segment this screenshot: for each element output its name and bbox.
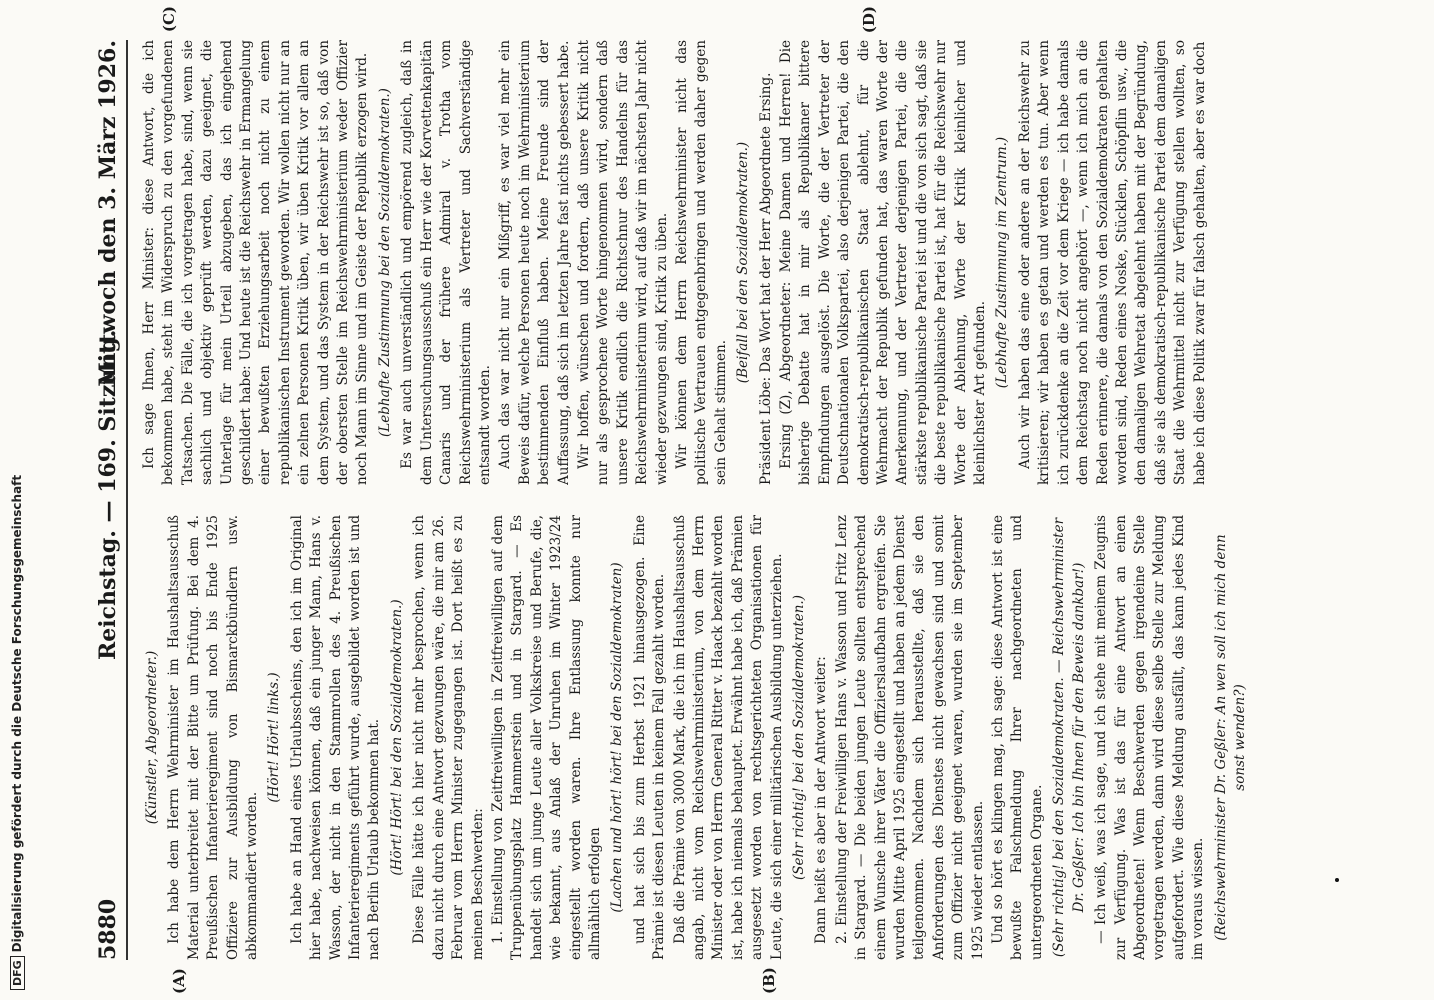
left-column — [140, 515, 1370, 960]
paragraph: Dann heißt es aber in der Antwort weiter: — [813, 656, 830, 944]
paragraph: 1. Einstellung von Zeitfreiwilligen in Zeitfreiwilligen auf dem Truppenübungsplatz Hammerstein und in Stargard. — Es handelt sich um junge Leute aller Volkskreise und Berufe, die, wie bekannt, aus Anlaß der Unruhen im Winter 1923/24 eingestellt worden waren. Ihre Entlassung konnte nur allmählich erfolgen — [489, 515, 603, 960]
paragraph: Es war auch unverständlich und empörend zugleich, daß in dem Untersuchungsausschuß ein Herr wie der Korvettenkapitän Canaris und der frühere Admiral v. Trotha vom Reichswehrministerium als Vertreter und Sachverständige entsandt worden. — [399, 40, 493, 485]
paragraph: Auch das war nicht nur ein Mißgriff, es war viel mehr ein Beweis dafür, welche Personen heute noch im Wehrministerium bestimmenden Einfluß haben. Meine Freunde sind der Auffassung, daß sich im letzten Jahre fast nichts gebessert habe. — [497, 40, 572, 485]
margin-marker-d: (D) — [860, 6, 878, 34]
paragraph: und hat sich bis zum Herbst 1921 hinausgezogen. Eine Prämie ist diesen Leuten in keinem Fall gezahlt worden. — [631, 515, 668, 960]
footer-credit — [10, 0, 25, 990]
stage-direction: (Beifall bei den Sozialdemokraten.) — [735, 141, 752, 384]
paragraph: Ersing (Z), Abgeordneter: Meine Damen und Herren! Die bisherige Debatte hat in mir als Republikaner bittere Empfindungen ausgelöst. Die Worte, die der Vertreter der Deutschnationalen Volkspartei, also derjenigen Partei, die den demokratisch-republikanischen Staat ablehnt, für die Wehrmacht der Republik gefunden hat, das waren Worte der Anerkennung, und der Vertreter derjenigen Partei, die die stärkste republikanische Partei ist und die von sich sagt, daß sie die beste republikanische Partei ist, hat für die Reichswehr nur Worte der Ablehnung, Worte der Kritik kleinlicher und kleinlichster Art gefunden. — [778, 40, 989, 485]
stage-direction: (Sehr richtig! bei den Sozialdemokraten. — Reichswehrminister Dr. Geßler: Ich bin Ihnen für den Beweis dankbar!) — [1051, 517, 1087, 958]
paragraph: Daß die Prämie von 3000 Mark, die ich im Haushaltsausschuß angab, nicht vom Reichswehrministerium, von dem Herrn Minister oder von Herrn General Ritter v. Haack bezahlt worden ist, habe ich niemals behauptet. Erwähnt habe ich, daß Prämien ausgesetzt worden von rechtsgerichteten Organisationen für Leute, die sich einer militärischen Ausbildung unterziehen. — [671, 515, 785, 960]
stage-direction: (Lebhafte Zustimmung im Zentrum.) — [994, 136, 1011, 389]
right-column — [140, 40, 1370, 485]
paragraph: Ich sage Ihnen, Herr Minister: diese Antwort, die ich bekommen habe, steht im Widerspruch zu den vorgefundenen Tatsachen. Die Fälle, die ich vorgetragen habe, sind, wenn sie sachlich und objektiv geprüft werden, dazu geeignet, die Unterlage für mein Urteil abzugeben, das ich eingehend geschildert habe: Und heute ist die Reichswehr in Ermangelung einer bewußten Erziehungsarbeit noch nicht zu einem republikanischen Instrument geworden. Wir wollen nicht nur an ein zelnen Personen Kritik üben, wir üben Kritik vor allem an dem System, und das System in der Reichswehr ist so, daß von der obersten Stelle im Reichswehrministerium weder Offizier noch Mann im Sinne und im Geiste der Republik erzogen wird. — [141, 40, 371, 485]
stage-direction: (Lebhafte Zustimmung bei den Sozialdemokraten.) — [376, 88, 393, 437]
page-number: 5880 — [95, 898, 121, 960]
paragraph: — Ich weiß, was ich sage, und ich stehe mit meinem Zeugnis zur Verfügung. Was ist das für eine Antwort an einen Abgeordneten! Wenn Beschwerden gegen irgendeine Stelle vorgetragen werden, dann wird diese selbe Stelle zur Meldung aufgefordert. Wie diese Meldung ausfällt, das kann jedes Kind im voraus wissen. — [1093, 515, 1207, 960]
header-date: Mittwoch den 3. März 1926. — [95, 40, 121, 387]
ink-dot — [1335, 878, 1339, 882]
paragraph: Diese Fälle hätte ich hier nicht mehr besprochen, wenn ich dazu nicht durch eine Antwort gezwungen wäre, die mir am 26. Februar vom Herrn Minister zugegangen ist. Dort heißt es zu meinen Beschwerden: — [411, 515, 486, 960]
stage-direction: (Hört! Hört! bei den Sozialdemokraten.) — [388, 599, 405, 876]
margin-marker-b: (B) — [760, 967, 778, 994]
stage-direction: (Sehr richtig! bei den Sozialdemokraten.) — [791, 595, 807, 881]
stage-direction: (Künstler, Abgeordneter.) — [144, 650, 160, 825]
paragraph: Wir hoffen, wünschen und fordern, daß unsere Kritik nicht nur als gesprochene Worte hingenommen wird, sondern daß unsere Kritik endlich die Richtschnur des Handelns für das Reichswehrministerium wird, auf daß wir im nächsten Jahr nicht wieder gezwungen sind, Kritik zu üben. — [575, 40, 670, 485]
stage-direction: (Hört! Hört! links.) — [266, 672, 283, 803]
paragraph: Wir können dem Herrn Reichswehrminister nicht das politische Vertrauen entgegenbringen und werden daher gegen sein Gehalt stimmen. — [673, 40, 729, 485]
margin-marker-c: (C) — [160, 6, 178, 33]
paragraph: Auch wir haben das eine oder andere an der Reichswehr zu kritisieren; wir haben es getan und werden es tun. Aber wenn ich zurückdenke an die Zeit vor dem Kriege — ich habe damals dem Reichstag noch nicht angehört —, wenn ich mich an die Reden erinnere, die damals von den Sozialdemokraten gehalten worden sind, Reden eines Noske, Stücklen, Schöpflin usw., die den damaligen Wehretat abgelehnt haben mit der Begründung, daß sie als demokratisch-republikanische Partei dem damaligen Staat die Wehrmittel nicht zur Verfügung stellen wollten, so habe ich diese Politik zwar für falsch gehalten, aber es war doch — [1016, 40, 1208, 485]
paragraph: Präsident Löbe: Das Wort hat der Herr Abgeordnete Ersing. — [757, 72, 774, 485]
margin-marker-a: (A) — [170, 968, 188, 994]
dfg-logo: DFG — [10, 956, 25, 990]
header-rule — [126, 40, 128, 960]
footer-text: Digitalisierung gefördert durch die Deutsche Forschungsgemeinschaft — [10, 474, 24, 953]
stage-direction: (Lachen und hört! hört! bei den Sozialdemokraten) — [609, 562, 626, 913]
stage-direction: (Reichswehrminister Dr. Geßler: An wen soll ich mich denn sonst wenden?) — [1212, 534, 1248, 941]
page-header — [95, 0, 135, 1000]
header-title: Reichstag. — 169. Sitzung. — [95, 329, 121, 660]
paragraph: Und so hört es klingen mag, ich sage: diese Antwort ist eine bewußte Falschmeldung Ihrer nachgeordneten und untergeordneten Organe. — [990, 515, 1045, 960]
paragraph: Ich habe dem Herrn Wehrminister im Haushaltsausschuß Material unterbreitet mit der Bitte um Prüfung. Bei dem 4. Preußischen Infanterieregiment sind noch bis Ende 1925 Offiziere zur Ausbildung von Bismarckbündlern usw. abkommandiert worden. — [166, 515, 261, 960]
paragraph: Ich habe an Hand eines Urlaubsscheins, den ich im Original hier habe, nachweisen können, daß ein junger Mann, Hans v. Wasson, der nicht in den Stammrollen des 4. Preußischen Infanterieregiments geführt wurde, ausgebildet worden ist und nach Berlin Urlaub bekommen hat. — [288, 515, 383, 960]
paragraph: 2. Einstellung der Freiwilligen Hans v. Wasson und Fritz Lenz in Stargard. — Die beiden jungen Leute sollten entsprechend einem Wunsche ihrer Väter die Offizierslaufbahn ergreifen. Sie wurden Mitte April 1925 eingestellt und haben an jedem Dienst teilgenommen. Nachdem sich herausstellte, daß sie den Anforderungen des Dienstes nicht gewachsen sind und somit zum Offizier nicht geeignet waren, wurden sie im September 1925 wieder entlassen. — [833, 515, 986, 960]
